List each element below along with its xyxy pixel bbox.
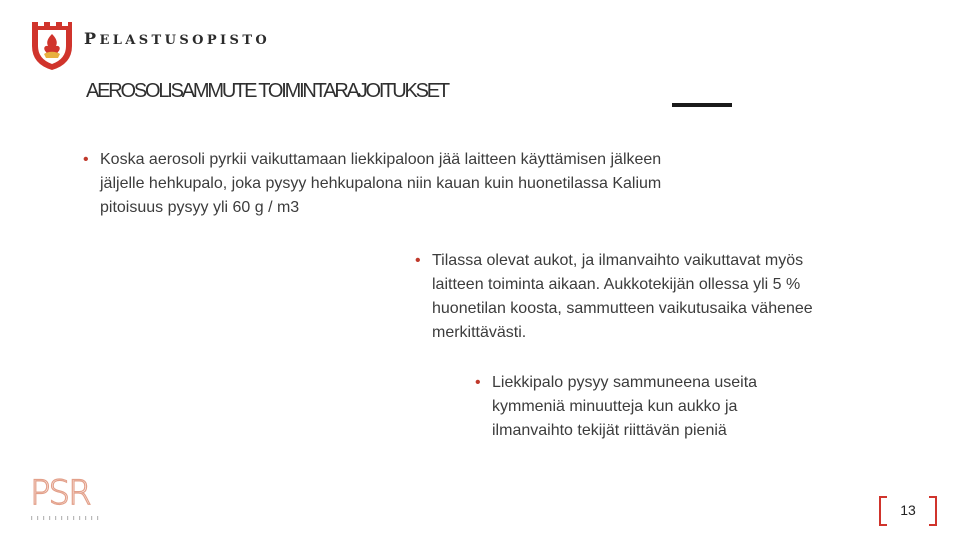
bullet-text-1: Koska aerosoli pyrkii vaikuttamaan liekkipaloon jää laitteen käyttämisen jälkeen jäljelle hehkupalo, joka pysyy hehkupalona niin kauan kuin huonetilassa Kalium pitoisuus pysyy yli 60 g / m3	[100, 151, 662, 216]
bullet-text-2: Tilassa olevat aukot, ja ilmanvaihto vaikuttavat myös laitteen toiminta aikaan. Aukkotekijän ollessa yli 5 % huonetilan koosta, sammutteen vaikutusaika vähenee merkittävästi.	[432, 252, 813, 341]
pelastusopisto-crest-icon	[28, 16, 76, 72]
title-underline	[672, 103, 732, 107]
page-bracket-left-icon	[878, 496, 888, 526]
bullet-item-1	[83, 148, 700, 220]
bullet-text-3: Liekkipalo pysyy sammuneena useita kymmeniä minuutteja kun aukko ja ilmanvaihto tekijät riittävän pieniä	[492, 374, 758, 439]
bullet-dot-icon: •	[415, 252, 421, 269]
svg-text:PSR: PSR	[30, 473, 90, 513]
psr-logo-icon	[28, 470, 106, 522]
bullet-item-2	[415, 249, 827, 345]
page-number: 13	[900, 502, 916, 518]
bullet-dot-icon: •	[83, 151, 89, 168]
bullet-item-3	[475, 371, 812, 443]
slide-title: AEROSOLISAMMUTE TOIMINTARAJOITUKSET	[86, 80, 448, 102]
bullet-dot-icon: •	[475, 374, 481, 391]
page-bracket-right-icon	[928, 496, 938, 526]
brand-name: PELASTUSOPISTO	[84, 29, 271, 48]
